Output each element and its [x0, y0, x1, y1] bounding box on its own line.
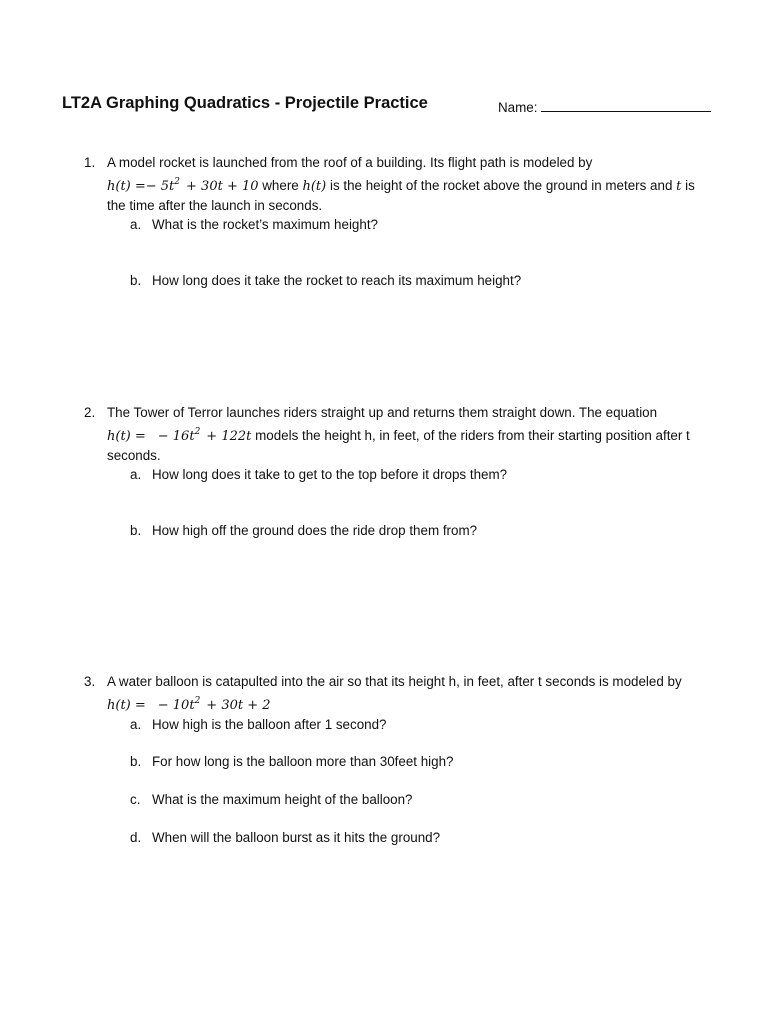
equation: $h(t) =- 5t^2 + 30t + 10$	[107, 177, 259, 194]
question-equation-line: $h(t) =- 5t^2 + 30t + 10$ where h(t) is the height of the rocket above the ground in meters and t is	[107, 177, 695, 194]
part-letter: a.	[130, 467, 142, 482]
question-equation-line	[107, 697, 271, 715]
part-text: What is the maximum height of the balloon?	[152, 792, 413, 807]
part-text: For how long is the balloon more than 30feet high?	[152, 754, 454, 769]
name-blank-line	[541, 97, 711, 112]
question-text: A model rocket is launched from the roof of a building. Its flight path is modeled by	[107, 155, 593, 170]
name-field	[498, 97, 711, 115]
equation: h(t) = − $16t^2 + 122t$	[107, 427, 252, 444]
question-number: 3.	[84, 674, 96, 689]
part-text: When will the balloon burst as it hits the ground?	[152, 830, 441, 845]
question-number: 1.	[84, 155, 96, 170]
part-letter: b.	[130, 273, 142, 288]
question-number: 2.	[84, 405, 96, 420]
part-letter: c.	[130, 792, 141, 807]
question-text: A water balloon is catapulted into the air so that its height h, in feet, after t seconds is modeled by	[107, 674, 682, 689]
part-text: How high is the balloon after 1 second?	[152, 717, 387, 732]
part-letter: a.	[130, 217, 142, 232]
part-letter: d.	[130, 830, 142, 845]
part-text: What is the rocket’s maximum height?	[152, 217, 378, 232]
page-title: LT2A Graphing Quadratics - Projectile Practice	[62, 94, 428, 112]
name-label: Name:	[498, 100, 538, 115]
question-text: the time after the launch in seconds.	[107, 198, 323, 213]
part-letter: a.	[130, 717, 142, 732]
question-equation-line: h(t) = − $16t^2 + 122t$ models the height h, in feet, of the riders from their starting position after t	[107, 427, 690, 444]
part-letter: b.	[130, 754, 142, 769]
part-text: How long does it take to get to the top before it drops them?	[152, 467, 508, 482]
part-letter: b.	[130, 523, 142, 538]
part-text: How long does it take the rocket to reach its maximum height?	[152, 273, 522, 288]
question-text: seconds.	[107, 448, 161, 463]
question-text: The Tower of Terror launches riders straight up and returns them straight down. The equation	[107, 405, 658, 420]
equation: h(t) = − $10t^2 + 30t + 2$	[107, 696, 271, 713]
part-text: How high off the ground does the ride drop them from?	[152, 523, 478, 538]
